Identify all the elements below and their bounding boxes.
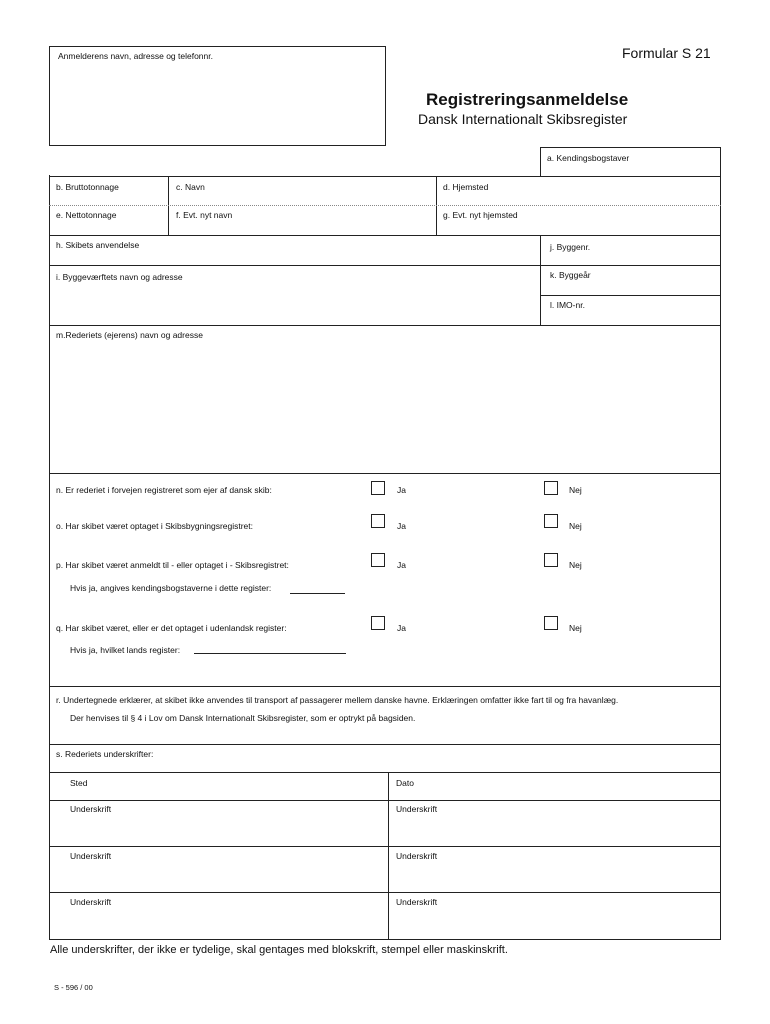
question-o-yes-checkbox[interactable]	[371, 514, 385, 528]
question-o-no-checkbox[interactable]	[544, 514, 558, 528]
question-p-followup-input[interactable]	[290, 593, 345, 594]
applicant-label: Anmelderens navn, adresse og telefonnr.	[58, 51, 213, 61]
form-version-code: S - 596 / 00	[54, 983, 93, 992]
form-title: Registreringsanmeldelse	[426, 90, 629, 109]
field-b-input[interactable]	[50, 177, 167, 205]
field-d-input[interactable]	[437, 177, 720, 205]
question-q-yes-label: Ja	[397, 623, 406, 633]
question-p: p. Har skibet været anmeldt til - eller optaget i - Skibsregistret:	[56, 560, 289, 570]
field-h-input[interactable]	[50, 236, 539, 265]
declaration-line-2: Der henvises til § 4 i Lov om Dansk Internationalt Skibsregister, som er optrykt på bagsiden.	[70, 713, 416, 723]
date-input[interactable]	[389, 773, 720, 799]
signature-3-right-label: Underskrift	[396, 897, 438, 907]
declaration-line-1: r. Undertegnede erklærer, at skibet ikke anvendes til transport af passagerer mellem danske havne. Erklæringen omfatter ikke fart til og fra havanlæg.	[56, 695, 619, 705]
question-n-yes-label: Ja	[397, 485, 406, 495]
field-k-input[interactable]	[541, 266, 720, 294]
place-label: Sted	[70, 778, 88, 788]
question-o: o. Har skibet været optaget i Skibsbygningsregistret:	[56, 521, 254, 531]
signature-1-left-input[interactable]	[50, 801, 387, 845]
question-q: q. Har skibet været, eller er det optaget i udenlandsk register:	[56, 623, 287, 633]
question-p-no-label: Nej	[569, 560, 582, 570]
field-l-label: l. IMO-nr.	[550, 300, 585, 310]
form-subtitle: Dansk Internationalt Skibsregister	[418, 111, 628, 127]
field-h-label: h. Skibets anvendelse	[56, 240, 140, 250]
field-j-label: j. Byggenr.	[550, 242, 591, 252]
signature-1-right-input[interactable]	[389, 801, 720, 845]
footer-note: Alle underskrifter, der ikke er tydelige, skal gentages med blokskrift, stempel eller maskinskrift.	[50, 944, 508, 956]
date-label: Dato	[396, 778, 414, 788]
field-i-label: i. Byggeværftets navn og adresse	[56, 272, 183, 282]
question-n: n. Er rederiet i forvejen registreret som ejer af dansk skib:	[56, 485, 272, 495]
question-n-no-label: Nej	[569, 485, 582, 495]
question-n-no-checkbox[interactable]	[544, 481, 558, 495]
question-p-yes-checkbox[interactable]	[371, 553, 385, 567]
question-o-yes-label: Ja	[397, 521, 406, 531]
field-a-label: a. Kendingsbogstaver	[547, 153, 630, 163]
question-q-no-label: Nej	[569, 623, 582, 633]
question-q-no-checkbox[interactable]	[544, 616, 558, 630]
field-e-input[interactable]	[50, 206, 167, 235]
signature-3-left-label: Underskrift	[70, 897, 112, 907]
field-c-input[interactable]	[169, 177, 435, 205]
question-n-yes-checkbox[interactable]	[371, 481, 385, 495]
signature-3-right-input[interactable]	[389, 893, 720, 939]
question-p-followup: Hvis ja, angives kendingsbogstaverne i dette register:	[70, 583, 272, 593]
signature-3-left-input[interactable]	[50, 893, 387, 939]
field-c-label: c. Navn	[176, 182, 205, 192]
question-q-followup: Hvis ja, hvilket lands register:	[70, 645, 181, 655]
signatures-heading: s. Rederiets underskrifter:	[56, 749, 154, 759]
field-l-input[interactable]	[541, 296, 720, 324]
field-f-input[interactable]	[169, 206, 435, 235]
question-p-no-checkbox[interactable]	[544, 553, 558, 567]
question-q-followup-input[interactable]	[194, 653, 346, 654]
question-q-yes-checkbox[interactable]	[371, 616, 385, 630]
field-e-label: e. Nettotonnage	[56, 210, 117, 220]
field-b-label: b. Bruttotonnage	[56, 182, 119, 192]
place-input[interactable]	[50, 773, 387, 799]
signature-2-right-input[interactable]	[389, 847, 720, 891]
signature-1-right-label: Underskrift	[396, 804, 438, 814]
field-f-label: f. Evt. nyt navn	[176, 210, 233, 220]
question-o-no-label: Nej	[569, 521, 582, 531]
field-g-input[interactable]	[437, 206, 720, 235]
form-code: Formular S 21	[622, 45, 711, 61]
field-m-label: m.Rederiets (ejerens) navn og adresse	[56, 330, 203, 340]
signature-1-left-label: Underskrift	[70, 804, 112, 814]
field-k-label: k. Byggeår	[550, 270, 591, 280]
question-p-yes-label: Ja	[397, 560, 406, 570]
field-d-label: d. Hjemsted	[443, 182, 489, 192]
field-g-label: g. Evt. nyt hjemsted	[443, 210, 518, 220]
signature-2-right-label: Underskrift	[396, 851, 438, 861]
field-m-input[interactable]	[50, 343, 720, 472]
signature-2-left-input[interactable]	[50, 847, 387, 891]
field-i-input[interactable]	[50, 266, 539, 324]
signature-2-left-label: Underskrift	[70, 851, 112, 861]
applicant-box[interactable]	[49, 46, 386, 146]
field-j-input[interactable]	[541, 236, 720, 265]
